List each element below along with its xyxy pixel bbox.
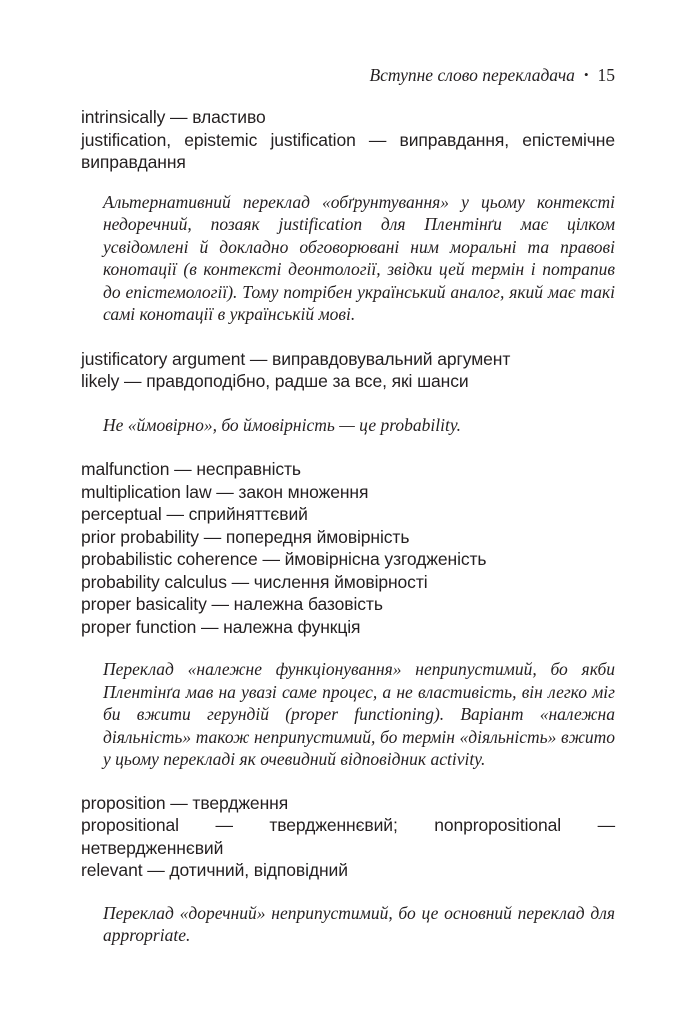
glossary-entry-justificatory-argument: justificatory argument — виправдовувальний аргумент: [81, 348, 511, 369]
header-bullet: •: [583, 67, 589, 82]
glossary-entry-propositional: propositional — твердженнєвий; nonpropositional — нетвердженнєвий: [81, 815, 615, 858]
glossary-entry-probabilistic-coherence: probabilistic coherence — ймовірнісна узгодженість: [81, 549, 487, 569]
glossary-entry-proposition: proposition — твердження: [81, 792, 289, 813]
glossary-entry-proper-basicality: proper basicality — належна базовість: [81, 594, 383, 614]
glossary-body: [81, 106, 615, 947]
translator-note-likely: Не «ймовірно», бо ймовірність — це probability.: [103, 414, 461, 435]
translator-note-relevant: Переклад «доречний» неприпустимий, бо це основний переклад для appropriate.: [103, 902, 615, 945]
glossary-entry-proper-function: proper function — належна функція: [81, 616, 361, 637]
translator-note-proper-function: Переклад «належне функціонування» неприпустимий, бо якби Плентінґа мав на увазі саме процес, а не властивість, він легко міг би вжити герундій (proper functioning). Варіант «належна діяльність» також неприпустимий, бо термін «діяльність» вжито у цьому перекладі як очевидний відповідник activity.: [103, 659, 615, 769]
glossary-entry-justification: justification, epistemic justification — виправдання, епістемічне виправдання: [81, 129, 615, 172]
translator-note-justification: Альтернативний переклад «обґрунтування» у цьому контексті недоречний, позаяк justification для Плентінґи має цілком усвідомлені й докладно обговорювані ним моральні та правові конотації (в контексті деонтології, звідки цей термін і потрапив до епістемології). Тому потрібен український аналог, який має такі самі конотації в українській мові.: [103, 191, 615, 324]
glossary-entry-intrinsically: intrinsically — властиво: [81, 107, 266, 127]
glossary-entry-relevant: relevant — дотичний, відповідний: [81, 860, 348, 880]
chapter-title: Вступне слово перекладача: [369, 65, 575, 85]
glossary-entry-prior-probability: prior probability — попередня ймовірність: [81, 526, 410, 547]
glossary-entry-probability-calculus: probability calculus — числення ймовірності: [81, 571, 428, 592]
glossary-entry-multiplication-law: multiplication law — закон множення: [81, 481, 369, 502]
glossary-entry-malfunction: malfunction — несправність: [81, 459, 301, 479]
glossary-entry-likely: likely — правдоподібно, радше за все, які шанси: [81, 371, 469, 391]
glossary-entry-perceptual: perceptual — сприйняттєвий: [81, 504, 308, 524]
running-header: [369, 64, 615, 88]
page-number: 15: [597, 65, 615, 85]
